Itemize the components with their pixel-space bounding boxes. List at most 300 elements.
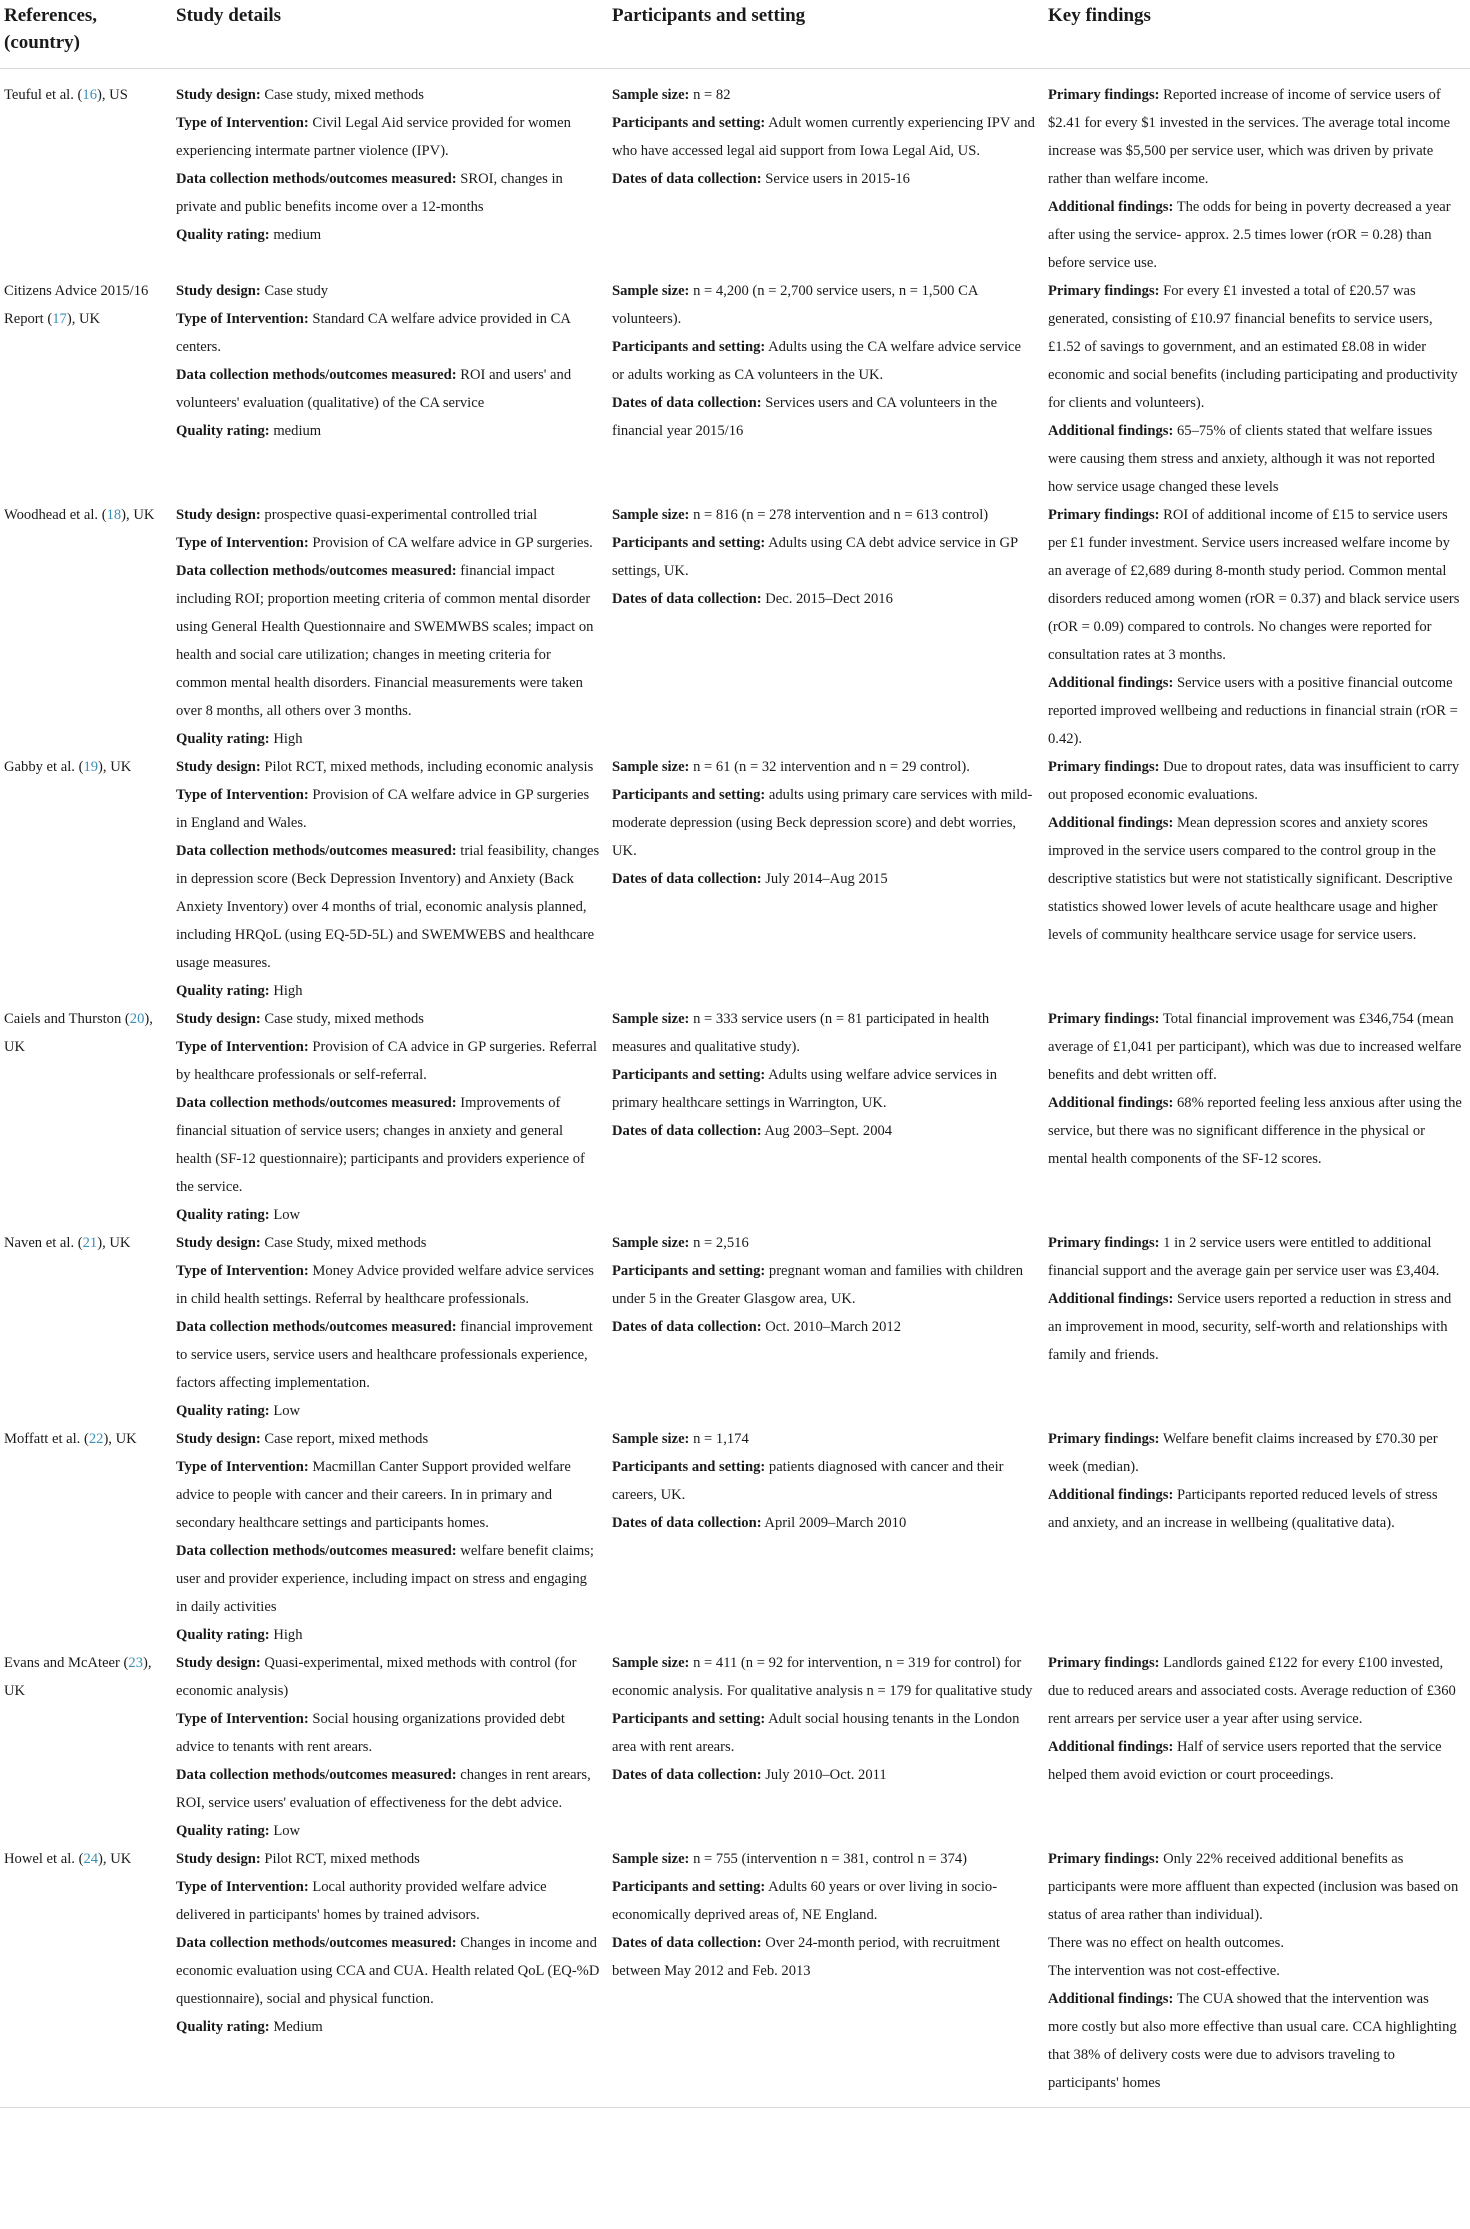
primary-findings-value: Landlords gained £122 for every £100 invested, due to reduced arears and associated costs. Average reduction of £360 rent arrears per service user a year after using service. xyxy=(1048,1655,1456,1727)
intervention-type-label: Type of Intervention: xyxy=(176,1459,309,1475)
participants-setting xyxy=(612,109,1036,165)
collection-dates xyxy=(612,1761,1036,1789)
data-collection-label: Data collection methods/outcomes measured: xyxy=(176,1095,457,1111)
primary-findings-value: Due to dropout rates, data was insufficient to carry out proposed economic evaluations. xyxy=(1048,759,1460,803)
reference-country: ), UK xyxy=(98,1851,132,1867)
primary-findings-value: ROI of additional income of £15 to service users per £1 funder investment. Service users increased welfare income by an average of £2,689 during 8-month study period. Common mental disorders reduced among women (rOR = 0.37) and black service users (rOR = 0.09) compared to controls. No changes were reported for consultation rates at 3 months. xyxy=(1048,507,1460,663)
participants-setting-label: Participants and setting: xyxy=(612,787,766,803)
findings-cell xyxy=(1044,1425,1470,1649)
quality-rating xyxy=(176,2013,600,2041)
collection-dates xyxy=(612,389,1036,445)
primary-findings-label: Primary findings: xyxy=(1048,87,1160,103)
intervention-type xyxy=(176,529,600,557)
study-design-value: Pilot RCT, mixed methods xyxy=(264,1851,420,1867)
additional-findings-value: The CUA showed that the intervention was more costly but also more effective than usual care. CCA highlighting that 38% of delivery costs were due to advisors traveling to participants' homes xyxy=(1048,1991,1457,2091)
participants-setting-label: Participants and setting: xyxy=(612,339,766,355)
additional-findings xyxy=(1048,1285,1462,1369)
reference-country: ), UK xyxy=(66,311,101,327)
primary-findings-value: Only 22% received additional benefits as participants were more affluent than expected (inclusion was based on status of area rather than individual). xyxy=(1048,1851,1459,1923)
reference-country: ), UK xyxy=(98,759,132,775)
collection-dates xyxy=(612,865,1036,893)
header-key-findings: Key findings xyxy=(1044,0,1470,69)
additional-findings xyxy=(1048,1089,1462,1173)
data-collection xyxy=(176,1313,600,1397)
additional-findings-label: Additional findings: xyxy=(1048,1991,1174,2007)
primary-findings xyxy=(1048,501,1462,669)
quality-rating-label: Quality rating: xyxy=(176,983,270,999)
primary-findings-label: Primary findings: xyxy=(1048,1011,1160,1027)
additional-findings xyxy=(1048,417,1462,501)
sample-size-label: Sample size: xyxy=(612,87,690,103)
participants-cell xyxy=(608,501,1044,753)
intervention-type xyxy=(176,781,600,837)
collection-dates xyxy=(612,1929,1036,1985)
reference-country: ), UK xyxy=(97,1235,131,1251)
additional-findings-value: Half of service users reported that the service helped them avoid eviction or court proceedings. xyxy=(1048,1739,1442,1783)
data-collection-label: Data collection methods/outcomes measured: xyxy=(176,1319,457,1335)
data-collection-label: Data collection methods/outcomes measured: xyxy=(176,563,457,579)
quality-rating-label: Quality rating: xyxy=(176,731,270,747)
study-details-cell xyxy=(172,277,608,501)
additional-findings-value: Service users reported a reduction in stress and an improvement in mood, security, self-worth and relationships with family and friends. xyxy=(1048,1291,1452,1363)
data-collection-value: trial feasibility, changes in depression score (Beck Depression Inventory) and Anxiety (Back Anxiety Inventory) over 4 months of trial, economic analysis planned, including HRQoL (using EQ-5D-5L) and SWEMWEBS and healthcare usage measures. xyxy=(176,843,600,971)
study-design xyxy=(176,1005,600,1033)
reference-country: ), UK xyxy=(4,1655,152,1699)
study-design-value: Case study, mixed methods xyxy=(264,1011,424,1027)
sample-size xyxy=(612,277,1036,333)
quality-rating xyxy=(176,221,600,249)
primary-findings-value: Reported increase of income of service users of $2.41 for every $1 invested in the services. The average total income increase was $5,500 per service user, which was driven by private rather than welfare income. xyxy=(1048,87,1451,187)
citation-link[interactable]: 18 xyxy=(106,507,122,523)
sample-size-value: n = 61 (n = 32 intervention and n = 29 control). xyxy=(693,759,970,775)
additional-findings-label: Additional findings: xyxy=(1048,199,1174,215)
data-collection-label: Data collection methods/outcomes measured: xyxy=(176,1767,457,1783)
primary-findings-label: Primary findings: xyxy=(1048,507,1160,523)
primary-findings-label: Primary findings: xyxy=(1048,1235,1160,1251)
reference-text: Woodhead et al. ( xyxy=(4,507,107,523)
quality-rating-value: High xyxy=(273,983,303,999)
study-details-cell xyxy=(172,753,608,1005)
collection-dates xyxy=(612,585,1036,613)
data-collection-label: Data collection methods/outcomes measured: xyxy=(176,1935,457,1951)
reference-cell xyxy=(0,1649,172,1845)
quality-rating xyxy=(176,417,600,445)
intervention-type xyxy=(176,109,600,165)
sample-size-label: Sample size: xyxy=(612,507,690,523)
findings-cell xyxy=(1044,1005,1470,1229)
citation-link[interactable]: 24 xyxy=(83,1851,99,1867)
participants-setting-label: Participants and setting: xyxy=(612,115,766,131)
study-design-value: Case study xyxy=(264,283,329,299)
findings-cell xyxy=(1044,753,1470,1005)
participants-setting-label: Participants and setting: xyxy=(612,1879,766,1895)
data-collection xyxy=(176,1537,600,1621)
study-design-label: Study design: xyxy=(176,1011,261,1027)
data-collection xyxy=(176,361,600,417)
reference-cell xyxy=(0,1845,172,2108)
collection-dates-label: Dates of data collection: xyxy=(612,1319,762,1335)
study-details-cell xyxy=(172,69,608,278)
header-participants: Participants and setting xyxy=(608,0,1044,69)
primary-findings-value: Total financial improvement was £346,754 (mean average of £1,041 per participant), which was due to increased welfare benefits and debt written off. xyxy=(1048,1011,1462,1083)
data-collection xyxy=(176,165,600,221)
primary-findings-label: Primary findings: xyxy=(1048,283,1160,299)
reference-cell xyxy=(0,1425,172,1649)
study-design xyxy=(176,1845,600,1873)
citation-link[interactable]: 22 xyxy=(88,1431,104,1447)
quality-rating-label: Quality rating: xyxy=(176,423,270,439)
study-design-label: Study design: xyxy=(176,1655,261,1671)
participants-setting-value: pregnant woman and families with children under 5 in the Greater Glasgow area, UK. xyxy=(612,1263,1023,1307)
sample-size xyxy=(612,1229,1036,1257)
collection-dates-value: Services users and CA volunteers in the financial year 2015/16 xyxy=(612,395,998,439)
study-details-cell xyxy=(172,1649,608,1845)
data-collection-value: changes in rent arears, ROI, service users' evaluation of effectiveness for the debt advice. xyxy=(176,1767,591,1811)
sample-size-value: n = 755 (intervention n = 381, control n = 374) xyxy=(693,1851,968,1867)
reference-cell xyxy=(0,69,172,278)
table-row xyxy=(0,1425,1470,1649)
participants-cell xyxy=(608,1649,1044,1845)
table-row xyxy=(0,1845,1470,2108)
participants-setting-label: Participants and setting: xyxy=(612,1711,766,1727)
reference-text: Moffatt et al. ( xyxy=(4,1431,89,1447)
additional-findings-label: Additional findings: xyxy=(1048,423,1174,439)
data-collection-label: Data collection methods/outcomes measured: xyxy=(176,1543,457,1559)
quality-rating-value: High xyxy=(273,1627,303,1643)
study-design-label: Study design: xyxy=(176,87,261,103)
sample-size-value: n = 816 (n = 278 intervention and n = 613 control) xyxy=(693,507,989,523)
primary-findings xyxy=(1048,1425,1462,1481)
sample-size-label: Sample size: xyxy=(612,1655,690,1671)
study-design-label: Study design: xyxy=(176,1851,261,1867)
findings-cell xyxy=(1044,1229,1470,1425)
participants-setting xyxy=(612,333,1036,389)
collection-dates xyxy=(612,1509,1036,1537)
collection-dates xyxy=(612,165,1036,193)
sample-size xyxy=(612,501,1036,529)
quality-rating xyxy=(176,1817,600,1845)
participants-setting-label: Participants and setting: xyxy=(612,1263,766,1279)
participants-setting-value: Adults using the CA welfare advice service or adults working as CA volunteers in the UK. xyxy=(612,339,1021,383)
intervention-type xyxy=(176,305,600,361)
reference-cell xyxy=(0,277,172,501)
sample-size-label: Sample size: xyxy=(612,1235,690,1251)
findings-cell xyxy=(1044,501,1470,753)
table-row xyxy=(0,277,1470,501)
collection-dates-value: Over 24-month period, with recruitment between May 2012 and Feb. 2013 xyxy=(612,1935,1000,1979)
study-design xyxy=(176,1425,600,1453)
table-header-row xyxy=(0,0,1470,69)
study-design xyxy=(176,1649,600,1705)
quality-rating-value: medium xyxy=(273,227,322,243)
additional-findings-value: 68% reported feeling less anxious after using the service, but there was no significant difference in the physical or mental health components of the SF-12 scores. xyxy=(1048,1095,1462,1167)
collection-dates xyxy=(612,1117,1036,1145)
study-details-cell xyxy=(172,1005,608,1229)
sample-size xyxy=(612,753,1036,781)
participants-cell xyxy=(608,1845,1044,2108)
study-design-value: Case Study, mixed methods xyxy=(264,1235,427,1251)
table-row xyxy=(0,69,1470,278)
primary-findings-label: Primary findings: xyxy=(1048,1851,1160,1867)
study-design xyxy=(176,753,600,781)
participants-setting-label: Participants and setting: xyxy=(612,1459,766,1475)
reference-text: Evans and McAteer ( xyxy=(4,1655,129,1671)
quality-rating-label: Quality rating: xyxy=(176,1823,270,1839)
study-design xyxy=(176,501,600,529)
participants-setting xyxy=(612,781,1036,865)
intervention-type xyxy=(176,1873,600,1929)
additional-findings-value: Participants reported reduced levels of stress and anxiety, and an increase in wellbeing (qualitative data). xyxy=(1048,1487,1438,1531)
data-collection xyxy=(176,1089,600,1201)
header-references: References, (country) xyxy=(0,0,172,69)
sample-size xyxy=(612,1845,1036,1873)
citation-link[interactable]: 20 xyxy=(129,1011,145,1027)
intervention-type-value: Provision of CA welfare advice in GP surgeries in England and Wales. xyxy=(176,787,590,831)
primary-findings xyxy=(1048,81,1462,193)
participants-setting-value: Adults using welfare advice services in primary healthcare settings in Warrington, UK. xyxy=(612,1067,998,1111)
participants-setting xyxy=(612,1873,1036,1929)
data-collection-value: SROI, changes in private and public benefits income over a 12-months xyxy=(176,171,563,215)
sample-size-value: n = 333 service users (n = 81 participated in health measures and qualitative study). xyxy=(612,1011,990,1055)
findings-cell xyxy=(1044,69,1470,278)
intervention-type-value: Macmillan Canter Support provided welfare advice to people with cancer and their careers. In in primary and secondary healthcare settings and participants homes. xyxy=(176,1459,571,1531)
intervention-type-value: Standard CA welfare advice provided in CA centers. xyxy=(176,311,571,355)
study-design-value: Quasi-experimental, mixed methods with control (for economic analysis) xyxy=(176,1655,577,1699)
additional-findings-value: Mean depression scores and anxiety scores improved in the service users compared to the control group in the descriptive statistics but were not statistically significant. Descriptive statistics showed lower levels of acute healthcare usage and higher levels of community healthcare service usage for service users. xyxy=(1048,815,1453,943)
sample-size-value: n = 411 (n = 92 for intervention, n = 319 for control) for economic analysis. For qualitative analysis n = 179 for qualitative study xyxy=(612,1655,1033,1699)
participants-cell xyxy=(608,69,1044,278)
primary-findings-value: Welfare benefit claims increased by £70.30 per week (median). xyxy=(1048,1431,1438,1475)
participants-setting-label: Participants and setting: xyxy=(612,1067,766,1083)
reference-country: ), UK xyxy=(4,1011,153,1055)
reference-cell xyxy=(0,501,172,753)
intervention-type-value: Social housing organizations provided debt advice to tenants with rent arears. xyxy=(176,1711,565,1755)
participants-setting-value: Adult social housing tenants in the London area with rent arears. xyxy=(612,1711,1020,1755)
quality-rating-label: Quality rating: xyxy=(176,227,270,243)
data-collection xyxy=(176,1929,600,2013)
additional-findings xyxy=(1048,1481,1462,1537)
reference-text: Citizens Advice 2015/16 Report ( xyxy=(4,283,149,327)
participants-setting-label: Participants and setting: xyxy=(612,535,766,551)
quality-rating xyxy=(176,1621,600,1649)
citation-link[interactable]: 17 xyxy=(52,311,67,327)
primary-findings xyxy=(1048,1005,1462,1089)
additional-findings-value: 65–75% of clients stated that welfare issues were causing them stress and anxiety, although it was not reported how service usage changed these levels xyxy=(1048,423,1435,495)
study-details-cell xyxy=(172,1845,608,2108)
sample-size-label: Sample size: xyxy=(612,1851,690,1867)
collection-dates-value: Dec. 2015–Dect 2016 xyxy=(765,591,893,607)
primary-findings-label: Primary findings: xyxy=(1048,759,1160,775)
primary-findings xyxy=(1048,753,1462,809)
primary-findings-value: 1 in 2 service users were entitled to additional financial support and the average gain per service user was £3,404. xyxy=(1048,1235,1440,1279)
findings-note: There was no effect on health outcomes. xyxy=(1048,1935,1284,1951)
quality-rating xyxy=(176,977,600,1005)
primary-findings xyxy=(1048,1845,1462,1929)
data-collection-value: Improvements of financial situation of service users; changes in anxiety and general health (SF-12 questionnaire); participants and providers experience of the service. xyxy=(176,1095,585,1195)
sample-size-label: Sample size: xyxy=(612,1431,690,1447)
intervention-type xyxy=(176,1453,600,1537)
reference-country: ), UK xyxy=(103,1431,137,1447)
intervention-type-value: Local authority provided welfare advice delivered in participants' homes by trained advisors. xyxy=(176,1879,547,1923)
sample-size-value: n = 2,516 xyxy=(693,1235,749,1251)
reference-cell xyxy=(0,1229,172,1425)
participants-cell xyxy=(608,753,1044,1005)
additional-findings-label: Additional findings: xyxy=(1048,1095,1174,1111)
study-design-value: Pilot RCT, mixed methods, including economic analysis xyxy=(264,759,594,775)
table-row xyxy=(0,501,1470,753)
additional-findings xyxy=(1048,1985,1462,2097)
collection-dates-value: April 2009–March 2010 xyxy=(764,1515,907,1531)
collection-dates-label: Dates of data collection: xyxy=(612,1935,762,1951)
collection-dates-value: July 2010–Oct. 2011 xyxy=(765,1767,887,1783)
study-details-cell xyxy=(172,501,608,753)
table-row xyxy=(0,1229,1470,1425)
collection-dates-label: Dates of data collection: xyxy=(612,591,762,607)
collection-dates-value: Service users in 2015-16 xyxy=(765,171,910,187)
collection-dates-label: Dates of data collection: xyxy=(612,171,762,187)
findings-cell xyxy=(1044,277,1470,501)
data-collection xyxy=(176,557,600,725)
collection-dates-value: Aug 2003–Sept. 2004 xyxy=(764,1123,893,1139)
participants-cell xyxy=(608,1005,1044,1229)
additional-findings xyxy=(1048,669,1462,753)
additional-findings-label: Additional findings: xyxy=(1048,675,1174,691)
collection-dates-label: Dates of data collection: xyxy=(612,395,762,411)
participants-setting xyxy=(612,1061,1036,1117)
participants-setting xyxy=(612,1257,1036,1313)
reference-text: Naven et al. ( xyxy=(4,1235,83,1251)
intervention-type-label: Type of Intervention: xyxy=(176,1263,309,1279)
participants-setting-value: adults using primary care services with mild-moderate depression (using Beck depression score) and debt worries, UK. xyxy=(612,787,1033,859)
collection-dates-label: Dates of data collection: xyxy=(612,1767,762,1783)
study-design-value: prospective quasi-experimental controlled trial xyxy=(264,507,538,523)
collection-dates-label: Dates of data collection: xyxy=(612,1123,762,1139)
study-design-value: Case study, mixed methods xyxy=(264,87,424,103)
additional-findings-label: Additional findings: xyxy=(1048,815,1174,831)
intervention-type-label: Type of Intervention: xyxy=(176,1879,309,1895)
reference-text: Caiels and Thurston ( xyxy=(4,1011,130,1027)
additional-findings xyxy=(1048,193,1462,277)
participants-setting xyxy=(612,1705,1036,1761)
additional-findings-label: Additional findings: xyxy=(1048,1487,1174,1503)
additional-findings-label: Additional findings: xyxy=(1048,1739,1174,1755)
data-collection-value: Changes in income and economic evaluation using CCA and CUA. Health related QoL (EQ-%D questionnaire), social and physical function. xyxy=(176,1935,600,2007)
primary-findings xyxy=(1048,277,1462,417)
sample-size-label: Sample size: xyxy=(612,283,690,299)
intervention-type-value: Money Advice provided welfare advice services in child health settings. Referral by healthcare professionals. xyxy=(176,1263,594,1307)
collection-dates-value: Oct. 2010–March 2012 xyxy=(765,1319,901,1335)
study-design xyxy=(176,277,600,305)
additional-findings xyxy=(1048,1733,1462,1789)
quality-rating-label: Quality rating: xyxy=(176,1403,270,1419)
data-collection-value: ROI and users' and volunteers' evaluation (qualitative) of the CA service xyxy=(176,367,572,411)
additional-findings-label: Additional findings: xyxy=(1048,1291,1174,1307)
intervention-type-label: Type of Intervention: xyxy=(176,311,309,327)
findings-note: The intervention was not cost-effective. xyxy=(1048,1963,1280,1979)
intervention-type-label: Type of Intervention: xyxy=(176,535,309,551)
header-study-details: Study details xyxy=(172,0,608,69)
primary-findings xyxy=(1048,1229,1462,1285)
study-design-label: Study design: xyxy=(176,759,261,775)
data-collection-label: Data collection methods/outcomes measured: xyxy=(176,367,457,383)
findings-cell xyxy=(1044,1845,1470,2108)
sample-size-value: n = 1,174 xyxy=(693,1431,749,1447)
intervention-type-value: Provision of CA advice in GP surgeries. Referral by healthcare professionals or self-referral. xyxy=(176,1039,597,1083)
study-design xyxy=(176,81,600,109)
sample-size-label: Sample size: xyxy=(612,1011,690,1027)
participants-cell xyxy=(608,1425,1044,1649)
study-design-label: Study design: xyxy=(176,1235,261,1251)
primary-findings-value: For every £1 invested a total of £20.57 was generated, consisting of £10.97 financial benefits to service users, £1.52 of savings to government, and an estimated £8.08 in wider economic and social benefits (including participating and productivity for clients and volunteers). xyxy=(1048,283,1458,411)
intervention-type-label: Type of Intervention: xyxy=(176,115,309,131)
sample-size xyxy=(612,1425,1036,1453)
participants-cell xyxy=(608,1229,1044,1425)
quality-rating-label: Quality rating: xyxy=(176,2019,270,2035)
quality-rating-label: Quality rating: xyxy=(176,1207,270,1223)
reference-text: Teuful et al. ( xyxy=(4,87,83,103)
participants-setting-value: Adult women currently experiencing IPV and who have accessed legal aid support from Iowa Legal Aid, US. xyxy=(612,115,1035,159)
citation-link[interactable]: 16 xyxy=(82,87,97,103)
study-design-label: Study design: xyxy=(176,1431,261,1447)
participants-setting-value: Adults 60 years or over living in socio-economically deprived areas of, NE England. xyxy=(612,1879,998,1923)
citation-link[interactable]: 21 xyxy=(82,1235,98,1251)
additional-findings-value: The odds for being in poverty decreased a year after using the service- approx. 2.5 times lower (rOR = 0.28) than before service use. xyxy=(1048,199,1451,271)
quality-rating-value: Low xyxy=(273,1403,301,1419)
quality-rating xyxy=(176,1201,600,1229)
participants-setting-value: Adults using CA debt advice service in GP settings, UK. xyxy=(612,535,1018,579)
quality-rating-value: High xyxy=(273,731,303,747)
primary-findings xyxy=(1048,1649,1462,1733)
study-details-cell xyxy=(172,1425,608,1649)
data-collection-label: Data collection methods/outcomes measured: xyxy=(176,843,457,859)
sample-size-label: Sample size: xyxy=(612,759,690,775)
quality-rating-value: Low xyxy=(273,1823,301,1839)
data-collection xyxy=(176,837,600,977)
collection-dates-label: Dates of data collection: xyxy=(612,1515,762,1531)
study-design-label: Study design: xyxy=(176,507,261,523)
citation-link[interactable]: 19 xyxy=(83,759,99,775)
study-design xyxy=(176,1229,600,1257)
quality-rating xyxy=(176,1397,600,1425)
intervention-type-value: Civil Legal Aid service provided for women experiencing intermate partner violence (IPV). xyxy=(176,115,571,159)
sample-size xyxy=(612,1005,1036,1061)
reference-country: ), UK xyxy=(121,507,155,523)
collection-dates xyxy=(612,1313,1036,1341)
participants-setting xyxy=(612,1453,1036,1509)
intervention-type-label: Type of Intervention: xyxy=(176,1039,309,1055)
additional-findings xyxy=(1048,809,1462,949)
table-row xyxy=(0,1649,1470,1845)
sample-size xyxy=(612,1649,1036,1705)
primary-findings-label: Primary findings: xyxy=(1048,1655,1160,1671)
additional-findings-value: Service users with a positive financial outcome reported improved wellbeing and reductions in financial strain (rOR = 0.42). xyxy=(1048,675,1458,747)
quality-rating xyxy=(176,725,600,753)
data-collection-label: Data collection methods/outcomes measured: xyxy=(176,171,457,187)
sample-size-value: n = 82 xyxy=(693,87,731,103)
study-design-label: Study design: xyxy=(176,283,261,299)
intervention-type xyxy=(176,1705,600,1761)
data-collection-value: welfare benefit claims; user and provider experience, including impact on stress and engaging in daily activities xyxy=(176,1543,594,1615)
sample-size-value: n = 4,200 (n = 2,700 service users, n = 1,500 CA volunteers). xyxy=(612,283,978,327)
table-row xyxy=(0,1005,1470,1229)
citation-link[interactable]: 23 xyxy=(128,1655,143,1671)
reference-cell xyxy=(0,1005,172,1229)
intervention-type-value: Provision of CA welfare advice in GP surgeries. xyxy=(312,535,593,551)
participants-setting-value: patients diagnosed with cancer and their careers, UK. xyxy=(612,1459,1004,1503)
reference-text: Howel et al. ( xyxy=(4,1851,84,1867)
findings-cell xyxy=(1044,1649,1470,1845)
data-collection-value: financial impact including ROI; proportion meeting criteria of common mental disorder using General Health Questionnaire and SWEMWBS scales; impact on health and social care utilization; changes in meeting criteria for common mental health disorders. Financial measurements were taken over 8 months, all others over 3 months. xyxy=(176,563,594,719)
